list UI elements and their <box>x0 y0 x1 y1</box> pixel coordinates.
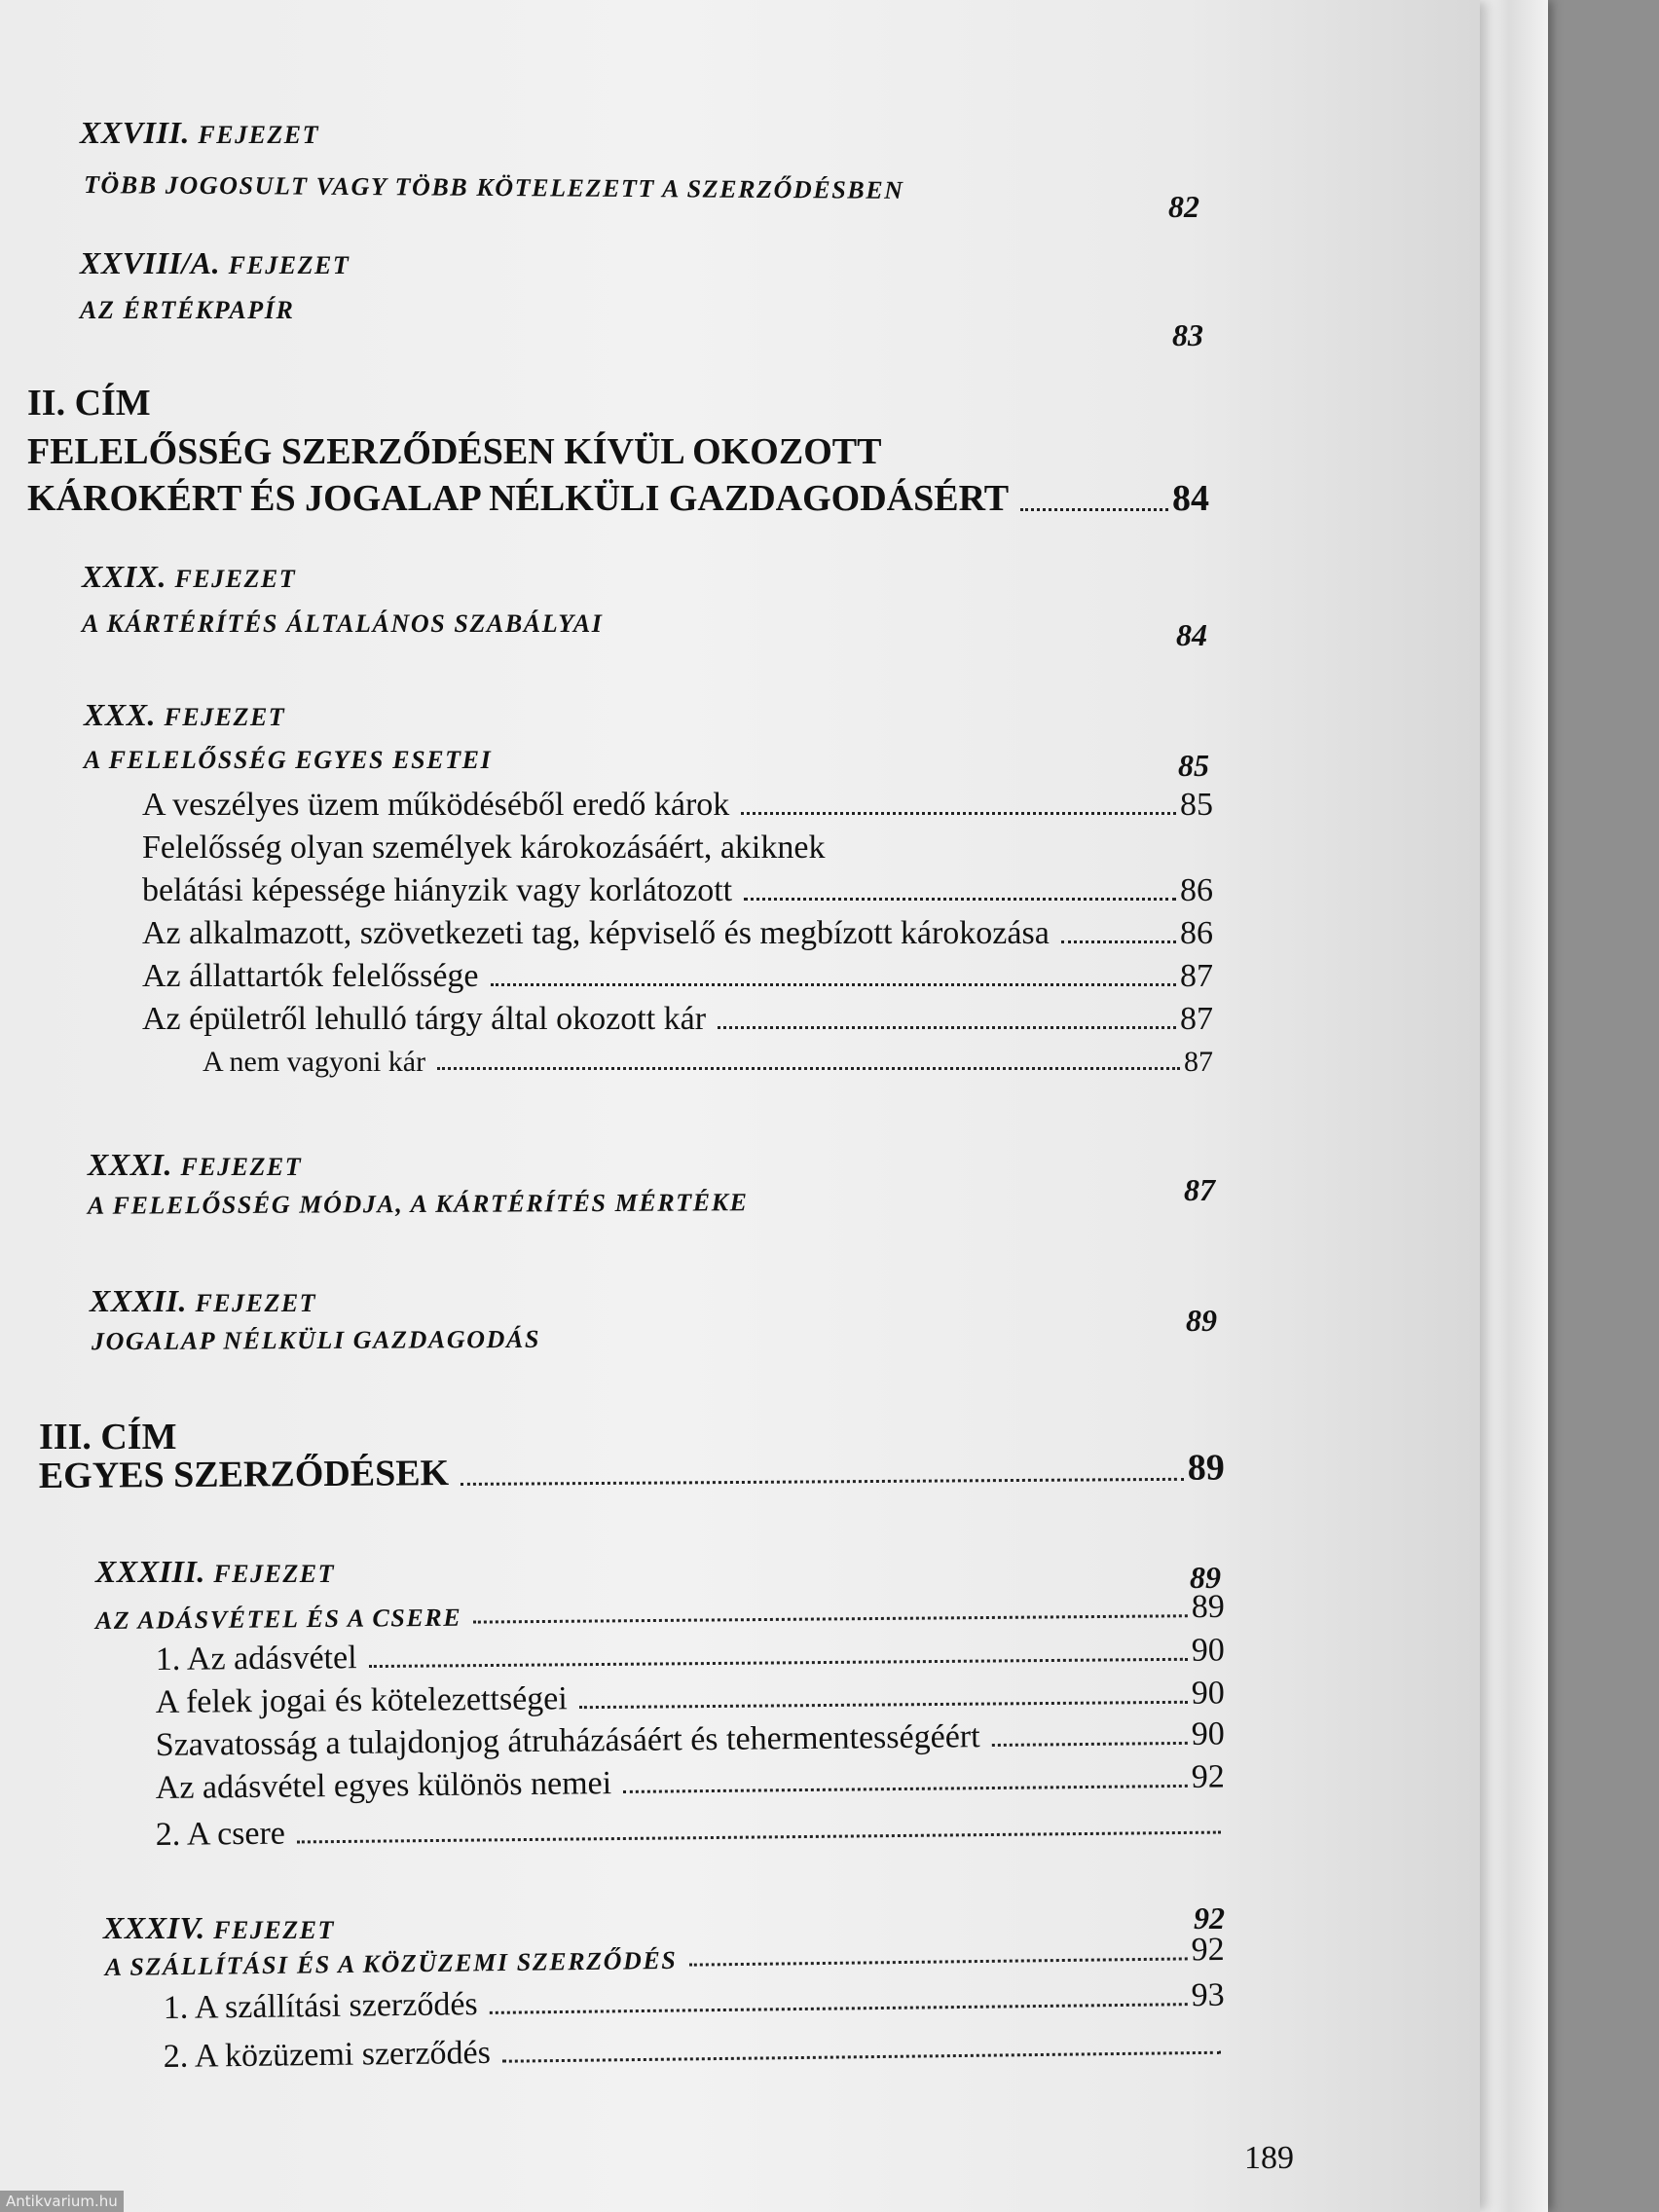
chapter-page-number: 92 <box>1194 1900 1225 1936</box>
toc-subentry: A nem vagyoni kár 87 <box>203 1046 1213 1078</box>
chapter-title: AZ ADÁSVÉTEL ÉS A CSERE <box>94 1603 462 1635</box>
toc-entry: Felelősség olyan személyek károkozásáért, akiknek <box>142 830 826 866</box>
chapter-title: A FELELŐSSÉG MÓDJA, A KÁRTÉRÍTÉS MÉRTÉKE <box>87 1188 749 1220</box>
chapter-heading: XXVIII. FEJEZET <box>80 115 320 150</box>
chapter-title: TÖBB JOGOSULT VAGY TÖBB KÖTELEZETT A SZERZŐDÉSBEN <box>83 170 904 204</box>
toc-entry: 1. A szállítási szerződés 93 <box>163 1976 1225 2026</box>
chapter-heading: XXXIV. FEJEZET <box>103 1910 335 1945</box>
watermark: Antikvarium.hu <box>0 2191 124 2212</box>
chapter-title: A SZÁLLÍTÁSI ÉS A KÖZÜZEMI SZERZŐDÉS <box>104 1945 678 1982</box>
chapter-page-number: 89 <box>1190 1560 1221 1595</box>
chapter-page-number: 87 <box>1184 1172 1215 1207</box>
chapter-heading: XXXI. FEJEZET <box>88 1147 303 1182</box>
chapter-heading: XXVIII/A. FEJEZET <box>80 245 350 280</box>
chapter-title: AZ ÉRTÉKPAPÍR <box>80 296 295 324</box>
chapter-title: JOGALAP NÉLKÜLI GAZDAGODÁS <box>91 1324 541 1356</box>
chapter-heading: XXX. FEJEZET <box>84 697 286 732</box>
chapter-title: A FELELŐSSÉG EGYES ESETEI <box>84 746 493 774</box>
part-page-number: 84 <box>1172 478 1209 519</box>
chapter-title-row: A SZÁLLÍTÁSI ÉS A KÖZÜZEMI SZERZŐDÉS 92 <box>104 1931 1225 1982</box>
toc-entry: Szavatosság a tulajdonjog átruházásáért és tehermentességéért 90 <box>155 1715 1225 1763</box>
chapter-page-number: 89 <box>1186 1303 1217 1338</box>
chapter-page-number: 85 <box>1178 748 1209 783</box>
toc-entry: 2. A közüzemi szerződés <box>164 2026 1225 2076</box>
toc-entry: Az épületről lehulló tárgy által okozott kár 87 <box>142 1001 1213 1037</box>
chapter-page-number: 83 <box>1172 317 1203 352</box>
part-heading: II. CÍM <box>27 383 151 424</box>
chapter-heading: XXXII. FEJEZET <box>90 1283 317 1318</box>
toc-entry: Az adásvétel egyes különös nemei 92 <box>155 1758 1225 1806</box>
toc-entry: Az alkalmazott, szövetkezeti tag, képviselő és megbízott károkozása 86 <box>142 915 1213 951</box>
toc-entry: A veszélyes üzem működéséből eredő károk 85 <box>142 787 1213 823</box>
part-heading: III. CÍM <box>39 1417 177 1457</box>
chapter-heading: XXIX. FEJEZET <box>82 559 297 594</box>
toc-entry: belátási képessége hiányzik vagy korlátozott 86 <box>142 872 1213 908</box>
part-title-line: FELELŐSSÉG SZERZŐDÉSEN KÍVÜL OKOZOTT <box>27 431 882 472</box>
page-number: 189 <box>1244 2140 1294 2176</box>
toc-entry: Az állattartók felelőssége 87 <box>142 958 1213 994</box>
chapter-title: A KÁRTÉRÍTÉS ÁLTALÁNOS SZABÁLYAI <box>82 609 604 638</box>
chapter-page-number: 82 <box>1168 189 1199 224</box>
toc-entry: A felek jogai és kötelezettségei 90 <box>155 1675 1225 1720</box>
chapter-page-number: 84 <box>1176 617 1207 652</box>
part-page-number: 89 <box>1187 1447 1225 1489</box>
toc-entry: 1. Az adásvétel 90 <box>155 1632 1225 1677</box>
part-title-line: KÁROKÉRT ÉS JOGALAP NÉLKÜLI GAZDAGODÁSÉRT 84 <box>27 478 1209 519</box>
chapter-heading: XXXIII. FEJEZET <box>95 1554 336 1589</box>
part-title-line: EGYES SZERZŐDÉSEK 89 <box>38 1447 1225 1496</box>
toc-entry: 2. A csere <box>156 1806 1225 1854</box>
chapter-title-row: AZ ADÁSVÉTEL ÉS A CSERE 89 <box>94 1588 1225 1635</box>
